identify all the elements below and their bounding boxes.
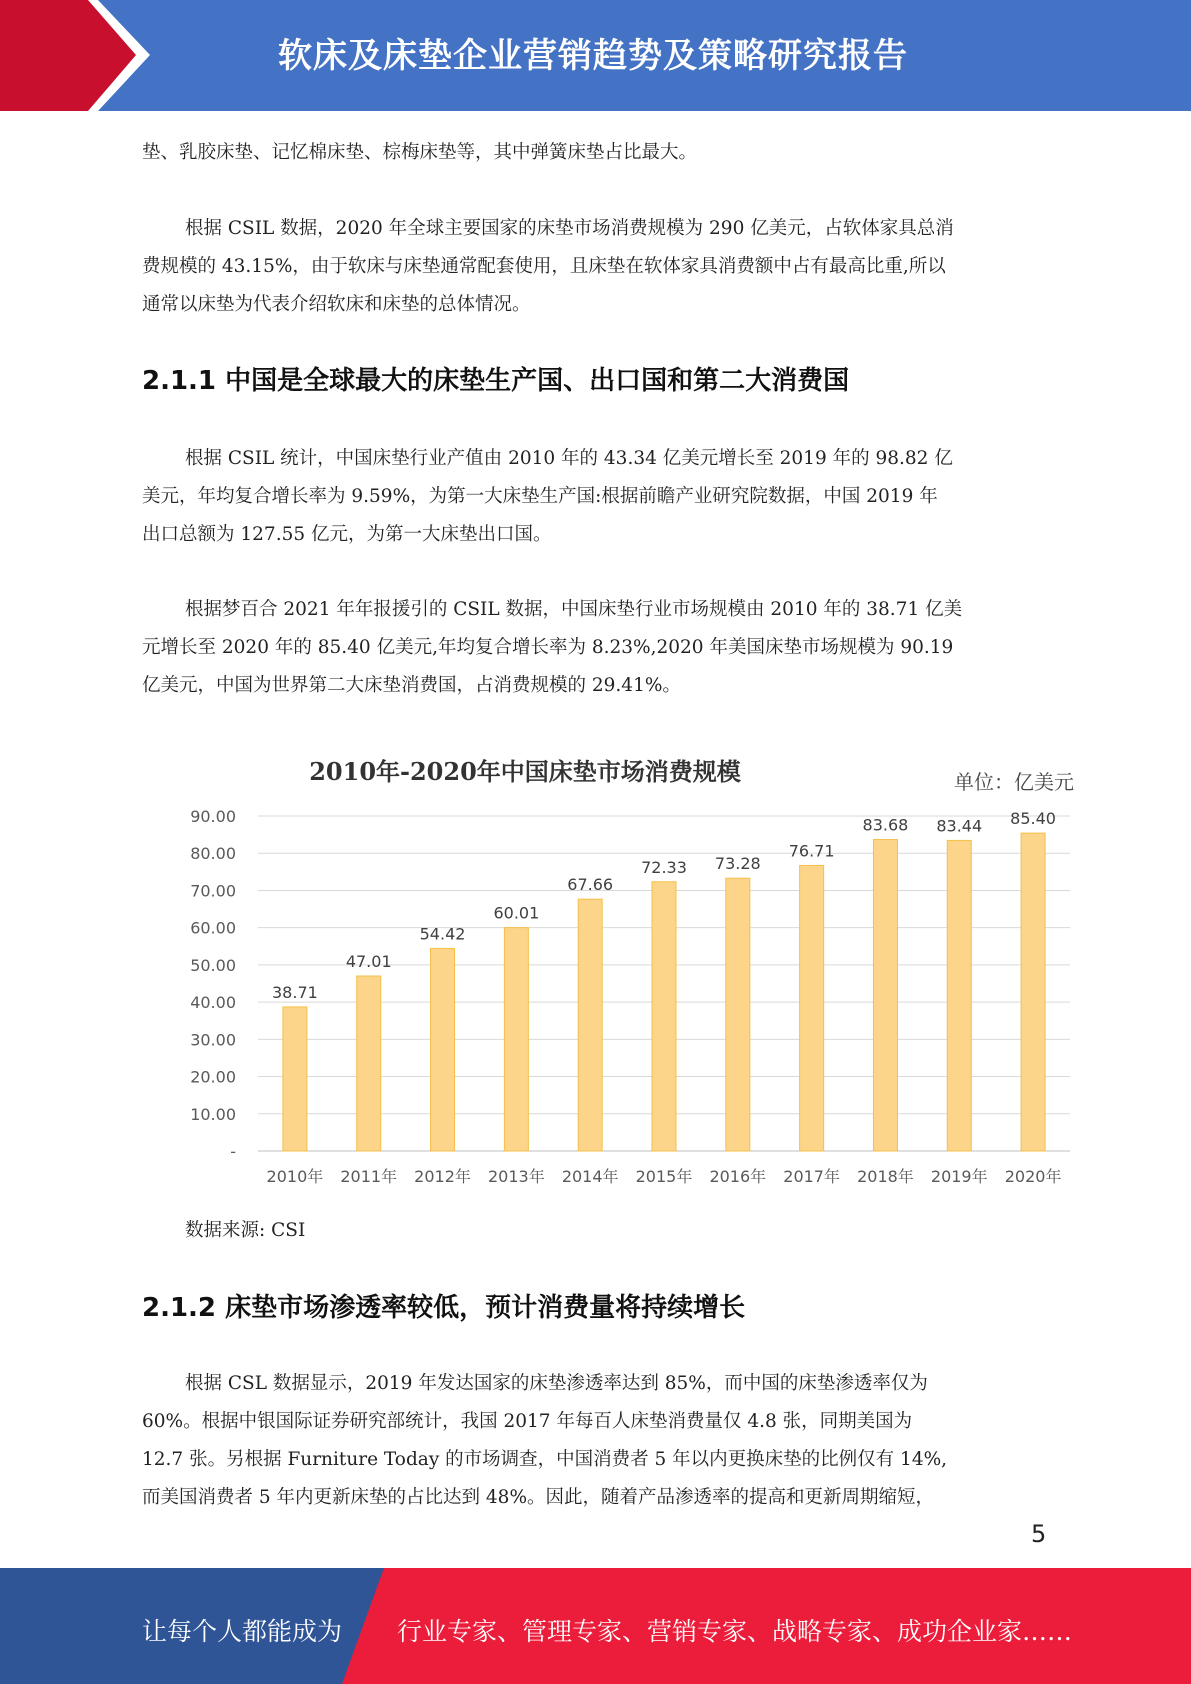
bar xyxy=(800,865,824,1151)
data-label: 83.68 xyxy=(862,815,909,835)
bar xyxy=(726,878,750,1151)
x-tick-label: 2011年 xyxy=(340,1167,398,1186)
data-label: 67.66 xyxy=(567,875,614,895)
y-tick-label: 80.00 xyxy=(190,844,236,864)
data-label: 47.01 xyxy=(345,952,392,972)
page-header xyxy=(0,0,1191,111)
y-tick-label: 20.00 xyxy=(190,1067,236,1087)
data-label: 85.40 xyxy=(1010,809,1056,829)
data-label: 73.28 xyxy=(714,854,761,874)
y-tick-label: 40.00 xyxy=(190,993,236,1013)
data-label: 76.71 xyxy=(788,841,835,861)
paragraph-csil-global: 根据 CSIL 数据，2020 年全球主要国家的床垫市场消费规模为 290 亿美元，占软体家具总消 费规模的 43.15%，由于软床与床垫通常配套使用，且床垫在软体家具消费额中占有最高比重,所以 通常以床垫为代表介绍软床和床垫的总体情况。 xyxy=(142,218,954,315)
bar xyxy=(652,882,676,1151)
y-tick-label: - xyxy=(230,1142,236,1161)
x-axis xyxy=(267,1167,1062,1186)
bar-chart xyxy=(180,740,1080,1200)
chart-unit-label: 单位：亿美元 xyxy=(954,770,1074,794)
y-tick-label: 90.00 xyxy=(190,807,236,826)
bar xyxy=(873,840,897,1151)
y-tick-label: 70.00 xyxy=(190,881,236,901)
bar xyxy=(283,1007,307,1151)
x-tick-label: 2010年 xyxy=(266,1167,324,1186)
data-label: 60.01 xyxy=(493,903,540,923)
y-axis xyxy=(190,807,236,1161)
y-tick-label: 60.00 xyxy=(190,918,236,938)
paragraph-market-size: 根据梦百合 2021 年年报援引的 CSIL 数据，中国床垫行业市场规模由 2010 年的 38.71 亿美 元增长至 2020 年的 85.40 亿美元,年均复合增长率为 8.23%,2020 年美国床垫市场规模为 90.19 亿美元，中国为世界第二大床垫消费国，占消费规模的 29.41%。 xyxy=(142,599,963,696)
bar xyxy=(504,928,528,1151)
data-label: 83.44 xyxy=(936,816,983,836)
y-tick-label: 10.00 xyxy=(190,1104,236,1124)
data-label: 72.33 xyxy=(641,857,687,877)
x-tick-label: 2012年 xyxy=(414,1167,471,1186)
section-heading-2-1-2: 2.1.2 床垫市场渗透率较低，预计消费量将持续增长 xyxy=(142,1293,746,1323)
x-tick-label: 2018年 xyxy=(857,1167,914,1186)
data-label: 54.42 xyxy=(419,924,466,944)
page-number: 5 xyxy=(1031,1520,1047,1548)
bar xyxy=(1021,833,1045,1151)
bar xyxy=(947,840,971,1151)
y-tick-label: 50.00 xyxy=(190,955,236,975)
x-tick-label: 2020年 xyxy=(1004,1167,1062,1186)
paragraph-penetration: 根据 CSL 数据显示，2019 年发达国家的床垫渗透率达到 85%，而中国的床垫渗透率仅为 60%。根据中银国际证券研究部统计，我国 2017 年每百人床垫消费量仅 4.8 张，同期美国为 12.7 张。另根据 Furniture Today 的市场调查，中国消费者 5 年以内更换床垫的比例仅有 14%, 而美国消费者 5 年内更新床垫的占比达到 48%。因此，随着产品渗透率的提高和更新周期缩短， xyxy=(142,1373,948,1508)
footer-slogan-right: 行业专家、管理专家、营销专家、战略专家、成功企业家…… xyxy=(397,1617,1073,1646)
section-heading-2-1-1: 2.1.1 中国是全球最大的床垫生产国、出口国和第二大消费国 xyxy=(142,366,850,396)
bar-series xyxy=(283,833,1045,1151)
x-tick-label: 2016年 xyxy=(709,1167,767,1186)
header-chevron-icon xyxy=(0,0,160,111)
bar xyxy=(578,899,602,1151)
x-tick-label: 2019年 xyxy=(930,1167,988,1186)
paragraph-intro: 垫、乳胶床垫、记忆棉床垫、棕梅床垫等，其中弹簧床垫占比最大。 xyxy=(142,142,698,163)
header-title: 软床及床垫企业营销趋势及策略研究报告 xyxy=(278,36,908,76)
x-tick-label: 2014年 xyxy=(561,1167,619,1186)
x-tick-label: 2017年 xyxy=(783,1167,841,1186)
chart-source: 数据来源: CSI xyxy=(185,1220,306,1241)
paragraph-production: 根据 CSIL 统计，中国床垫行业产值由 2010 年的 43.34 亿美元增长至 2019 年的 98.82 亿 美元，年均复合增长率为 9.59%，为第一大床垫生产国:根据前瞻产业研究院数据，中国 2019 年 出口总额为 127.55 亿元，为第一大床垫出口国。 xyxy=(142,448,953,545)
footer-slogan-left: 让每个人都能成为 xyxy=(142,1617,343,1646)
bar xyxy=(357,976,381,1151)
page-footer xyxy=(0,1568,1191,1684)
data-label: 38.71 xyxy=(272,982,318,1002)
bar xyxy=(431,948,455,1151)
y-tick-label: 30.00 xyxy=(190,1030,236,1050)
x-tick-label: 2013年 xyxy=(487,1167,545,1186)
chart-title: 2010年-2020年中国床垫市场消费规模 xyxy=(309,757,741,786)
x-tick-label: 2015年 xyxy=(635,1167,693,1186)
